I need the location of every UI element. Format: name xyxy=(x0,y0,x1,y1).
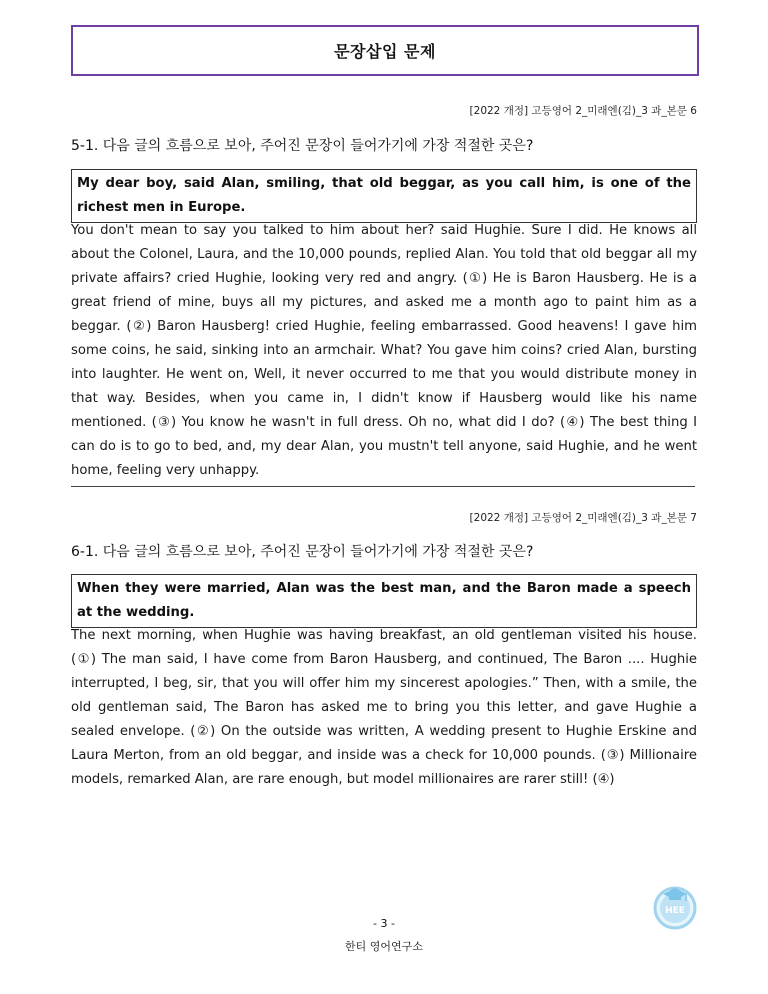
question-2: 6-1. 다음 글의 흐름으로 보아, 주어진 문장이 들어가기에 가장 적절한 곳은? xyxy=(71,544,534,560)
passage-2: The next morning, when Hughie was having breakfast, an old gentleman visited his house. (①) The man said, I have come from Baron Hausberg, and continued, The Baron .... Hughie interrupted, I beg, sir, that you will offer him my sincerest apologies.” Then, with a smile, the old gentleman said, The Baron has asked me to bring you this letter, and gave Hughie a sealed envelope. (②) On the outside was written, A wedding present to Hughie Erskine and Laura Merton, from an old beggar, and inside was a check for 10,000 pounds. (③) Millionaire models, remarked Alan, are rare enough, but model millionaires are rarer still! (④) xyxy=(71,628,697,787)
source-label-2: [2022 개정] 고등영어 2_미래엔(김)_3 과_본문 7 xyxy=(469,512,697,524)
page-number: - 3 - xyxy=(373,917,395,930)
hee-logo-icon xyxy=(650,880,700,930)
divider-line xyxy=(71,486,695,487)
question-1: 5-1. 다음 글의 흐름으로 보아, 주어진 문장이 들어가기에 가장 적절한 곳은? xyxy=(71,138,534,154)
page-title: 문장삽입 문제 xyxy=(334,42,436,61)
organization-name: 한티 영어연구소 xyxy=(345,940,423,953)
graduation-cap-logo-icon xyxy=(650,880,700,930)
passage-1: You don't mean to say you talked to him about her? said Hughie. Sure I did. He knows all about the Colonel, Laura, and the 10,000 pounds, replied Alan. You told that old beggar all my private affairs? cried Hughie, looking very red and angry. (①) He is Baron Hausberg. He is a great friend of mine, buys all my pictures, and asked me a month ago to paint him as a beggar. (②) Baron Hausberg! cried Hughie, feeling embarrassed. Good heavens! I gave him some coins, he said, sinking into an armchair. What? You gave him coins? cried Alan, bursting into laughter. He went on, Well, it never occurred to me that you would distribute money in that way. Besides, when you came in, I didn't know if Hausberg would like his name mentioned. (③) You know he wasn't in full dress. Oh no, what did I do? (④) The best thing I can do is to go to bed, and, my dear Alan, you mustn't tell anyone, said Hughie, and he went home, feeling very unhappy. xyxy=(71,223,697,478)
given-sentence-2: When they were married, Alan was the best man, and the Baron made a speech at the wedding. xyxy=(71,574,697,628)
page-title-box xyxy=(71,25,699,76)
svg-text:HEE: HEE xyxy=(665,906,685,916)
given-sentence-1: My dear boy, said Alan, smiling, that old beggar, as you call him, is one of the richest men in Europe. xyxy=(71,169,697,223)
source-label-1: [2022 개정] 고등영어 2_미래엔(김)_3 과_본문 6 xyxy=(469,105,697,117)
